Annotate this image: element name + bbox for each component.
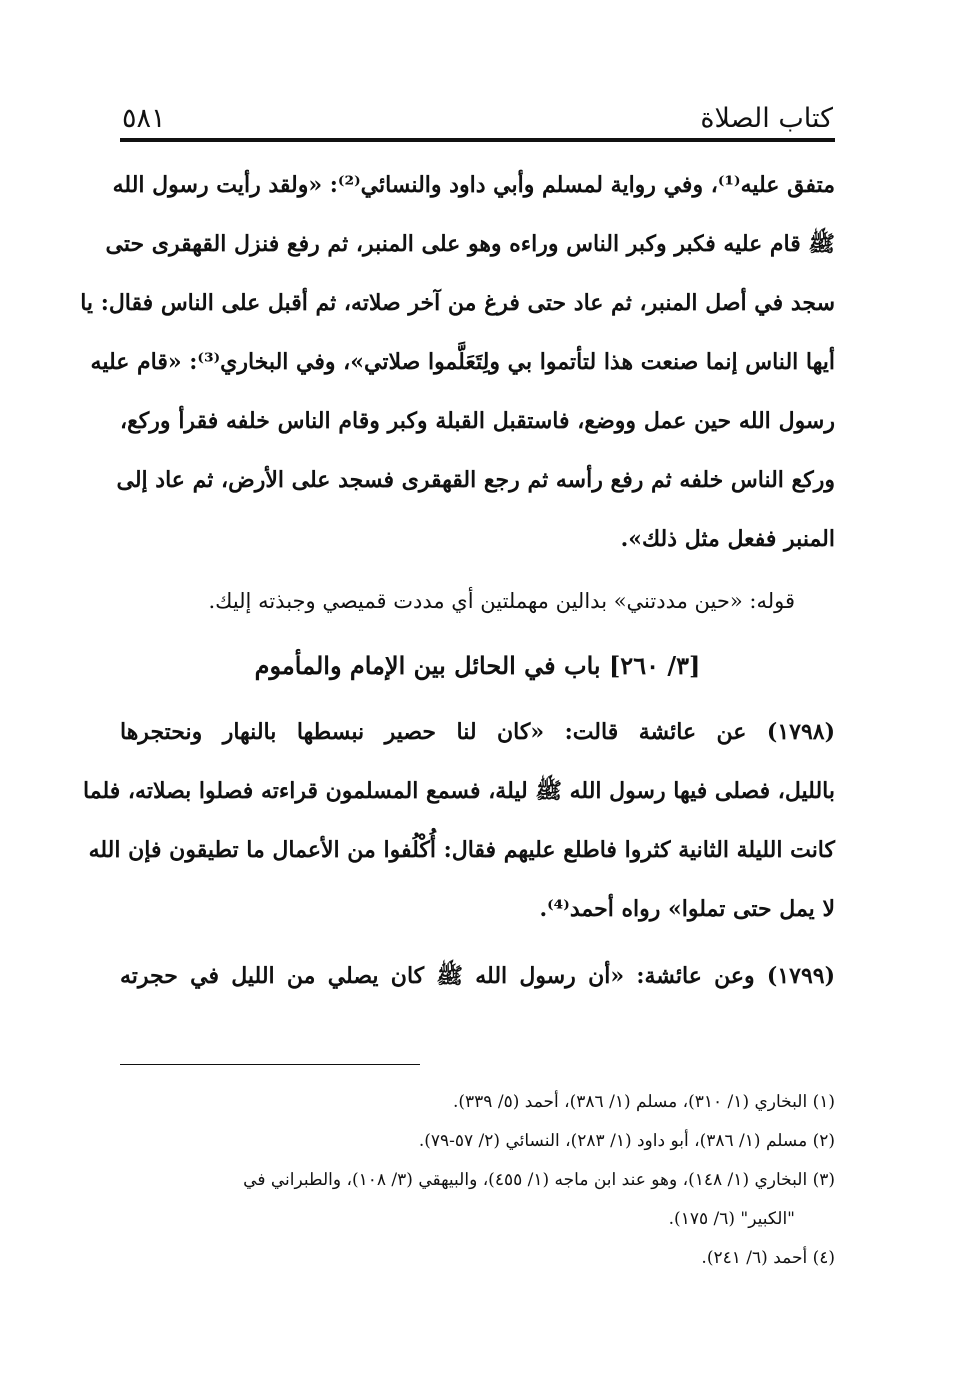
footnote-separator xyxy=(120,1064,420,1065)
footnotes xyxy=(120,1083,835,1278)
page-number: ٥٨١ xyxy=(122,103,166,134)
hadith-1798 xyxy=(83,703,835,939)
text-line: سجد في أصل المنبر، ثم عاد حتى فرغ من آخر صلاته، ثم أقبل على الناس فقال: يا xyxy=(80,290,835,316)
text-line: رسول الله حين عمل ووضع، فاستقبل القبلة وكبر وقام الناس خلفه فقرأ وركع، xyxy=(120,408,835,434)
footnote: (٤) أحمد (٦/ ٢٤١). xyxy=(701,1248,835,1268)
header-rule xyxy=(120,138,835,142)
footnote: (٣) البخاري (١/ ١٤٨)، وهو عند ابن ماجه (١/ ٤٥٥)، والبيهقي (٣/ ١٠٨)، والطبراني في xyxy=(243,1170,835,1190)
book-page xyxy=(80,80,835,1278)
text-line: ﷺ قام عليه فكبر وكبر الناس وراءه وهو على المنبر، ثم رفع فنزل القهقرى حتى xyxy=(105,231,835,257)
hadith-1799 xyxy=(120,947,835,1006)
chapter-heading: [٣/ ٢٦٠] باب في الحائل بين الإمام والمأموم xyxy=(254,651,701,680)
page-header xyxy=(120,80,835,132)
text-line: المنبر ففعل مثل ذلك». xyxy=(620,526,835,552)
text-line: (١٧٩٨) عن عائشة قالت: «كان لنا حصير نبسطها بالنهار ونحتجرها xyxy=(120,719,835,745)
main-text xyxy=(80,156,835,1006)
text-line: وركع الناس خلفه ثم رفع رأسه ثم رجع القهقرى فسجد على الأرض، ثم عاد إلى xyxy=(116,467,835,493)
text-line: بالليل، فصلى فيها رسول الله ﷺ ليلة، فسمع المسلمون قراءته فصلوا بصلاته، فلما xyxy=(83,778,835,804)
text-line: أيها الناس إنما صنعت هذا لتأتموا بي ولِتَعَلَّموا صلاتي»، وفي البخاري⁽³⁾: «قام عليه xyxy=(90,349,835,375)
text-line: (١٧٩٩) وعن عائشة: «أن رسول الله ﷺ كان يصلي من الليل في حجرته xyxy=(120,963,835,989)
text-line: كانت الليلة الثانية كثروا فاطلع عليهم فقال: أُكْلُفوا من الأعمال ما تطيقون فإن الله xyxy=(88,837,835,863)
text-line: لا يمل حتى تملوا» رواه أحمد⁽⁴⁾. xyxy=(539,896,835,922)
footnote: (١) البخاري (١/ ٣١٠)، مسلم (١/ ٣٨٦)، أحمد (٥/ ٣٣٩). xyxy=(453,1092,835,1112)
explanatory-note: قوله: «حين مددتني» بدالين مهملتين أي مددت قميصي وجبذته إليك. xyxy=(208,589,795,613)
text-line: متفق عليه⁽¹⁾، وفي رواية لمسلم وأبي داود والنسائي⁽²⁾: «ولقد رأيت رسول الله xyxy=(112,172,835,198)
book-title: كتاب الصلاة xyxy=(700,103,833,134)
footnote-continuation: "الكبير" (٦/ ١٧٥). xyxy=(668,1209,795,1229)
footnote: (٢) مسلم (١/ ٣٨٦)، أبو داود (١/ ٢٨٣)، النسائي (٢/ ٥٧-٧٩). xyxy=(418,1131,835,1151)
